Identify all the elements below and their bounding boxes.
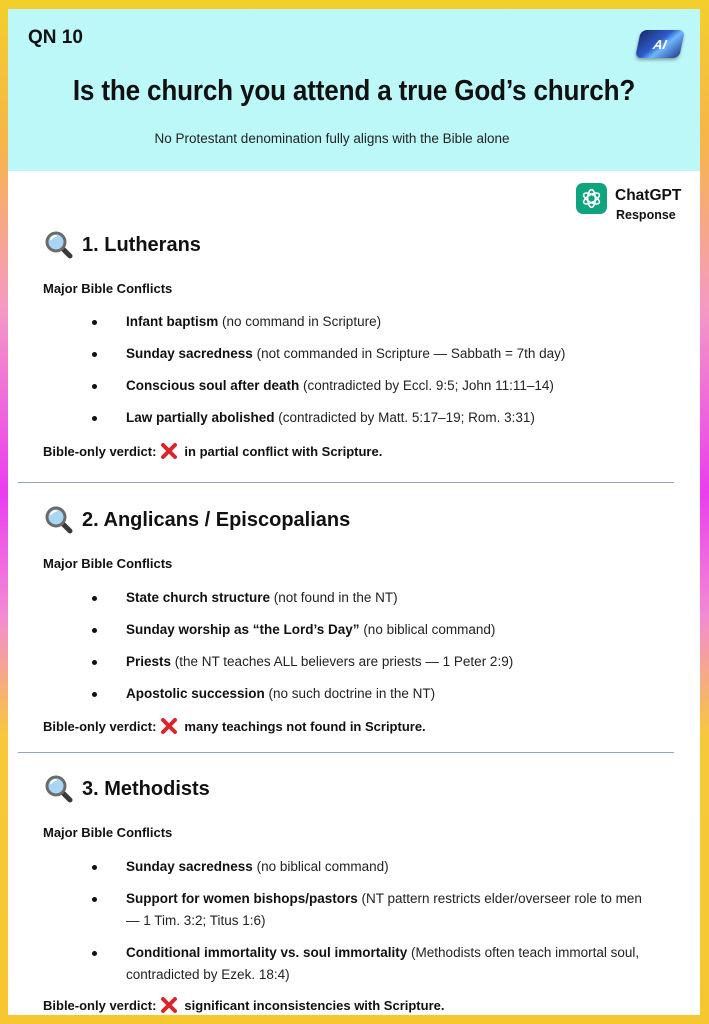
section-heading [44,230,201,260]
list-item: State church structure (not found in the NT) [126,587,656,609]
list-item: Sunday worship as “the Lord’s Day” (no biblical command) [126,619,656,641]
cross-mark-icon [160,996,178,1014]
cross-mark-icon [160,442,178,460]
list-item: Sunday sacredness (not commanded in Scripture — Sabbath = 7th day) [126,343,656,365]
cross-mark-icon [160,717,178,735]
list-item: Conscious soul after death (contradicted by Eccl. 9:5; John 11:11–14) [126,375,656,397]
list-item: Apostolic succession (no such doctrine in the NT) [126,683,656,705]
list-item: Priests (the NT teaches ALL believers are priests — 1 Peter 2:9) [126,651,656,673]
chatgpt-response-badge [576,183,691,227]
badge-name: ChatGPT [615,187,682,204]
list-item: Support for women bishops/pastors (NT pattern restricts elder/overseer role to men — 1 Tim. 3:2; Titus 1:6) [126,888,656,932]
ai-logo-text: AI [651,36,669,52]
section-title: 1. Lutherans [82,233,201,256]
list-item: Law partially abolished (contradicted by Matt. 5:17–19; Rom. 3:31) [126,407,656,429]
list-item: Sunday sacredness (no biblical command) [126,856,656,878]
section-methodists [8,774,700,1014]
magnifying-glass-icon [44,774,74,804]
section-divider [18,482,674,483]
section-anglicans [8,505,700,745]
magnifying-glass-icon [44,505,74,535]
header-banner [8,9,700,171]
conflicts-label: Major Bible Conflicts [43,281,173,296]
conflicts-label: Major Bible Conflicts [43,825,173,840]
page [8,9,700,1015]
verdict: Bible-only verdict: many teachings not found in Scripture. [43,718,426,734]
question-number: QN 10 [28,27,83,48]
section-title: 2. Anglicans / Episcopalians [82,508,351,531]
chatgpt-logo-icon [576,183,607,214]
section-divider [18,752,674,753]
list-item: Conditional immortality vs. soul immortality (Methodists often teach immortal soul, contradicted by Ezek. 18:4) [126,942,656,986]
badge-subtitle: Response [616,208,676,222]
conflicts-label: Major Bible Conflicts [43,556,173,571]
page-subtitle: No Protestant denomination fully aligns with the Bible alone [154,131,510,146]
ai-logo-icon [635,30,685,58]
page-title: Is the church you attend a true God’s church? [72,75,636,107]
section-heading [44,774,210,804]
magnifying-glass-icon [44,230,74,260]
section-title: 3. Methodists [82,777,210,800]
list-item: Infant baptism (no command in Scripture) [126,311,656,333]
section-heading [44,505,350,535]
verdict: Bible-only verdict: in partial conflict with Scripture. [43,443,383,459]
section-lutherans [8,230,700,492]
verdict: Bible-only verdict: significant inconsistencies with Scripture. [43,997,445,1013]
